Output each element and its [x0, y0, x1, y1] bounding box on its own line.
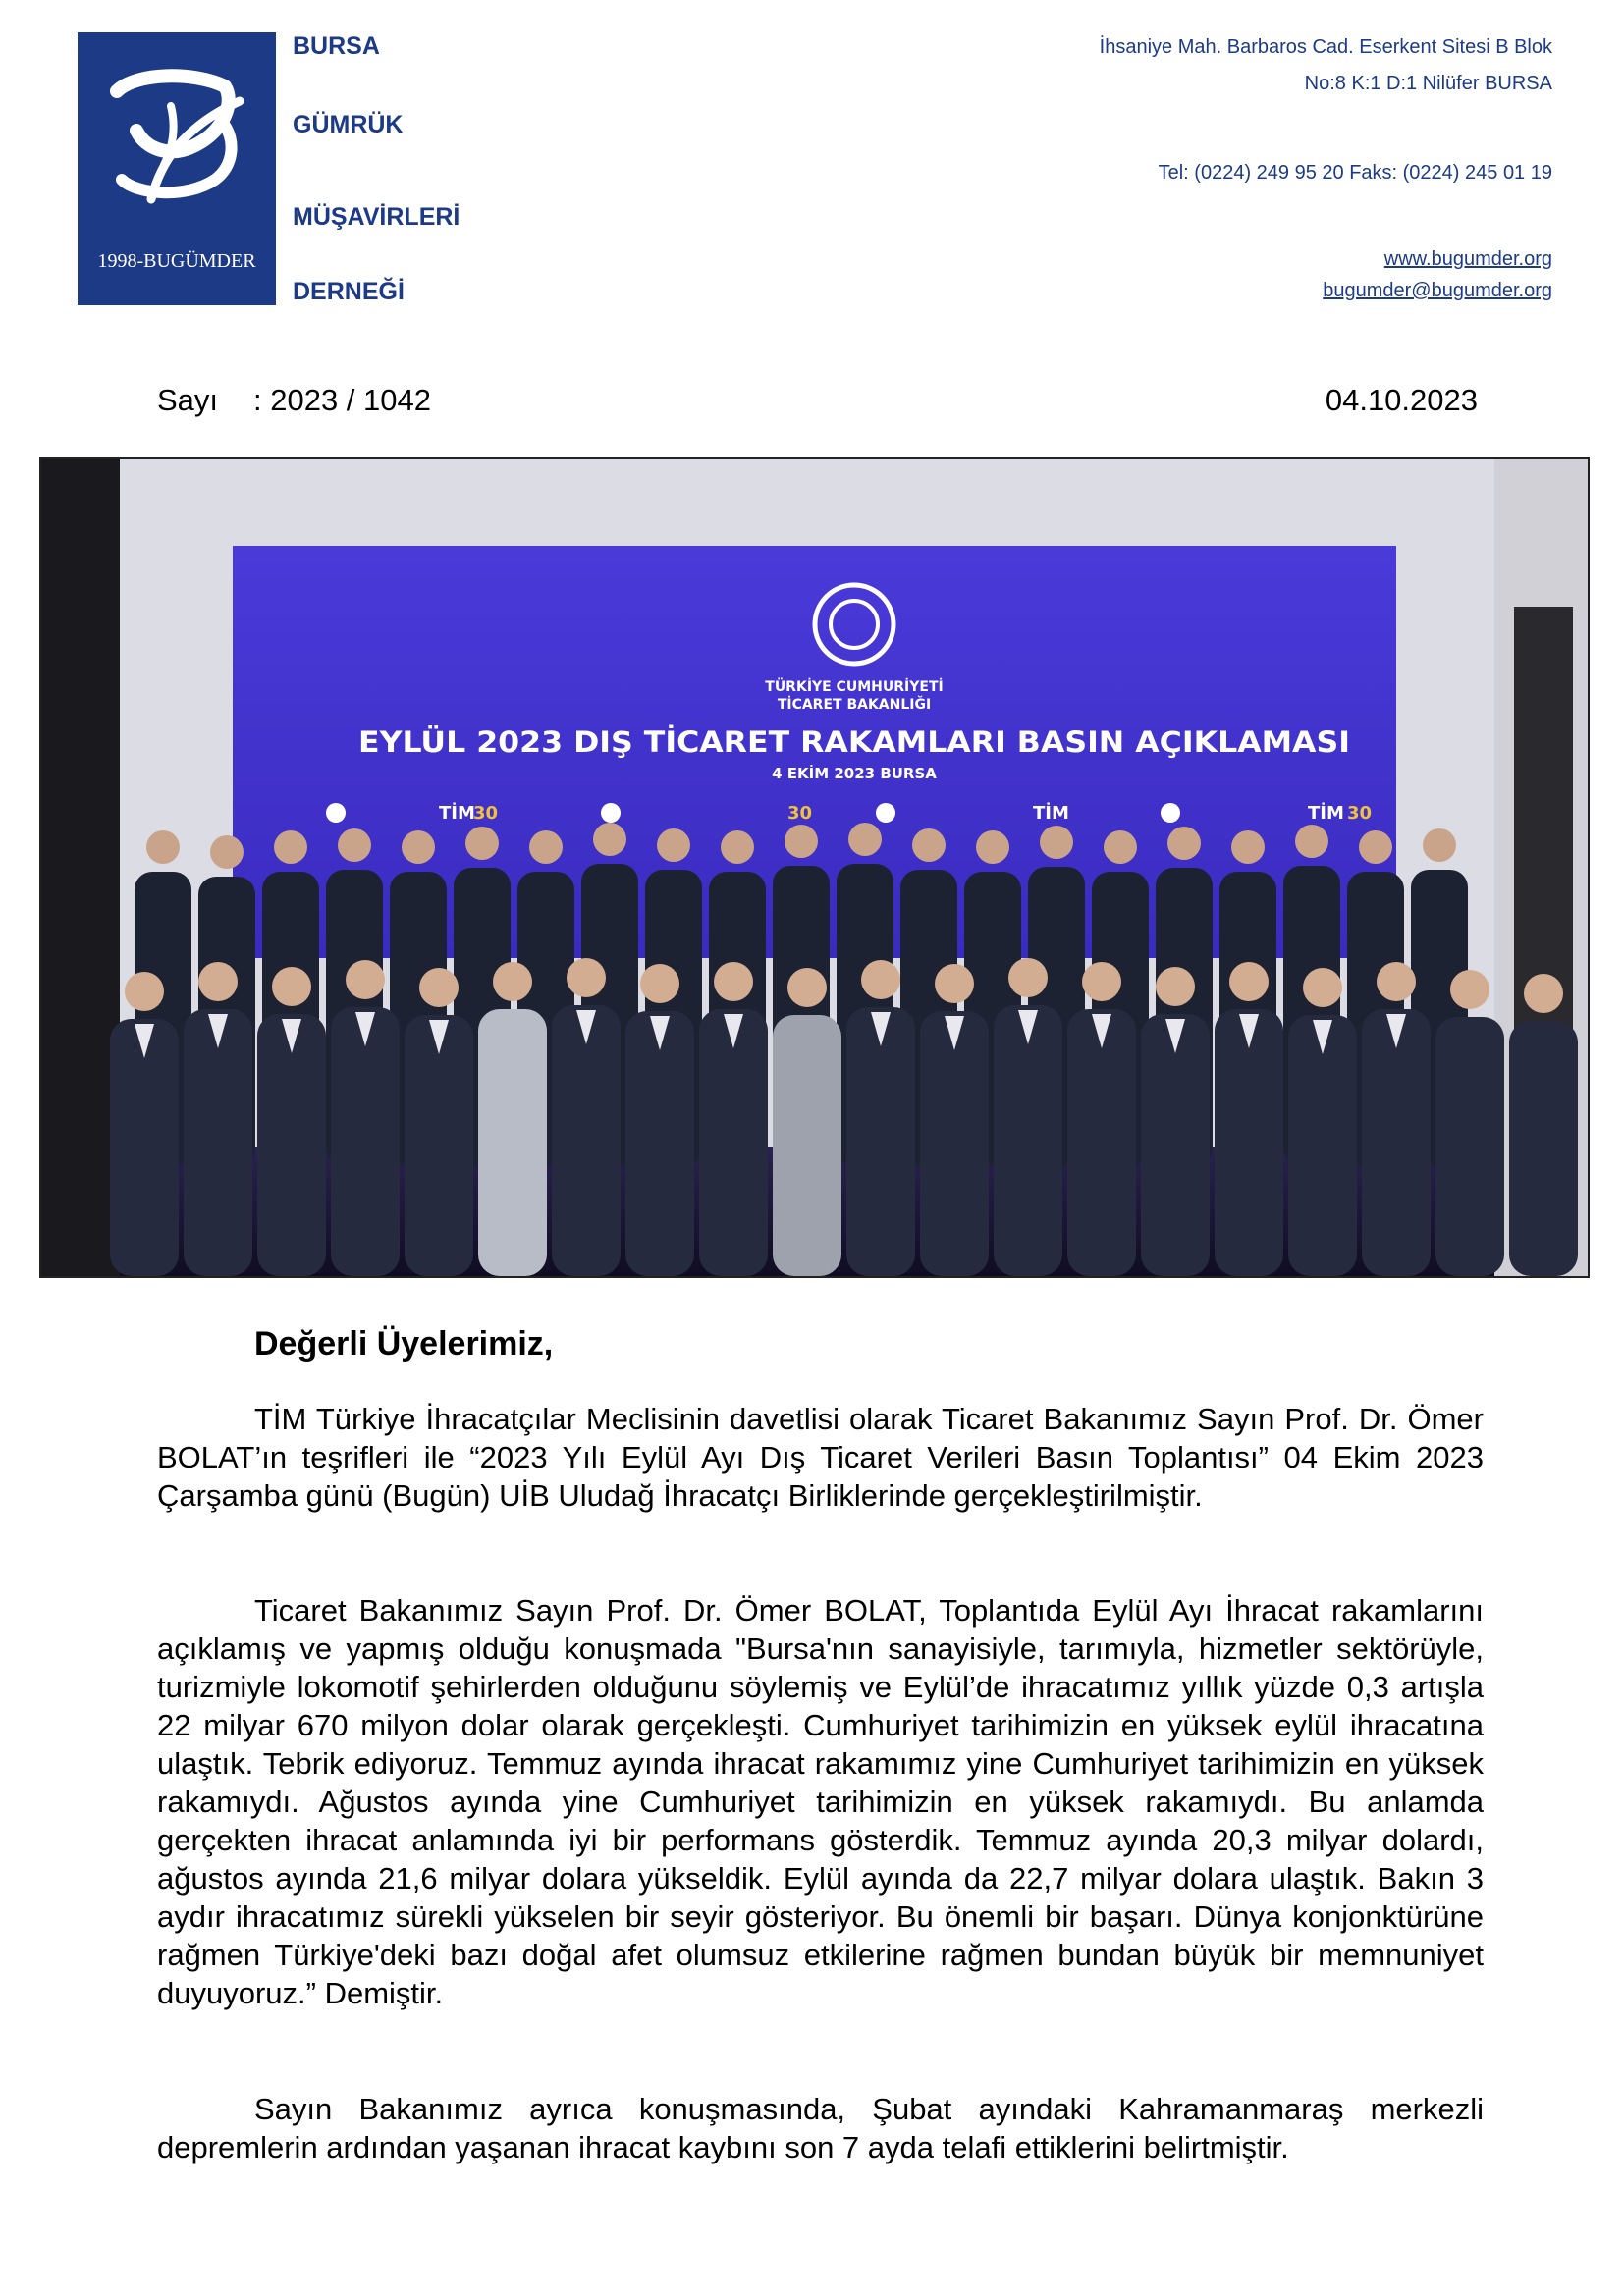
event-group-photo: [39, 457, 1590, 1278]
salutation: Değerli Üyelerimiz,: [254, 1325, 554, 1362]
sponsor-badge: 30: [473, 803, 499, 824]
logo-caption: 1998-BUGÜMDER: [97, 250, 256, 272]
banner-org-line-2: TİCARET BAKANLIĞI: [777, 697, 932, 713]
org-name-line-3: MÜŞAVİRLERİ: [293, 203, 460, 231]
website-link[interactable]: www.bugumder.org: [1383, 248, 1552, 270]
org-name-line-2: GÜMRÜK: [293, 111, 404, 138]
leaf-emblem-icon: [78, 32, 276, 239]
reference-label: Sayı: [157, 383, 219, 417]
svg-text:30: 30: [787, 803, 813, 824]
address-line-1: İhsaniye Mah. Barbaros Cad. Eserkent Sitesi B Blok: [1099, 36, 1552, 58]
email-link[interactable]: bugumder@bugumder.org: [1323, 280, 1552, 301]
paragraph-1: TİM Türkiye İhracatçılar Meclisinin davetlisi olarak Ticaret Bakanımız Sayın Prof. Dr. Ömer BOLAT’ın teşrifleri ile “2023 Yılı Eylül Ayı Dış Ticaret Verileri Basın Toplantısı” 04 Ekim 2023 Çarşamba günü (Bugün) UİB Uludağ İhracatçı Birliklerinde gerçekleştirilmiştir.: [157, 1402, 1484, 1513]
org-name-line-1: BURSA: [293, 32, 380, 60]
banner-title: EYLÜL 2023 DIŞ TİCARET RAKAMLARI BASIN AÇIKLAMASI: [358, 725, 1350, 759]
banner-org-line-1: TÜRKİYE CUMHURİYETİ: [765, 679, 944, 695]
svg-text:TİM: TİM: [1308, 803, 1344, 824]
phone-fax: Tel: (0224) 249 95 20 Faks: (0224) 245 01 19: [1158, 162, 1552, 184]
paragraph-2: Ticaret Bakanımız Sayın Prof. Dr. Ömer BOLAT, Toplantıda Eylül Ayı İhracat rakamlarını açıklamış ve yapmış olduğu konuşmada "Bursa'nın sanayisiyle, tarımıyla, hizmetler sektörüyle, turizmiyle lokomotif şehirlerden olduğunu söylemiş ve Eylül’de ihracatımız yıllık yüzde 0,3 artışla 22 milyar 670 milyon dolar olarak gerçekleşti. Cumhuriyet tarihimizin en yüksek eylül ihracatına ulaştık. Tebrik ediyoruz. Temmuz ayında ihracat rakamımız yine Cumhuriyet tarihimizin en yüksek rakamıydı. Ağustos ayında yine Cumhuriyet tarihimizin en yüksek rakamıydı. Bu anlamda gerçekten ihracat anlamında iyi bir performans gösterdik. Temmuz ayında 20,3 milyar dolardı, ağustos ayında 21,6 milyar dolara yükseldik. Eylül ayında da 22,7 milyar dolara ulaştık. Bakın 3 aydır ihracatımız sürekli yükselen bir seyir gösteriyor. Bu önemli bir başarı. Dünya konjonktürüne rağmen Türkiye'deki bazı doğal afet olumsuz etkilerine rağmen bundan büyük bir memnuniyet duyuyoruz.” Demiştir.: [157, 1593, 1484, 2010]
svg-text:30: 30: [1347, 803, 1373, 824]
sponsor-label: TİM: [439, 803, 475, 824]
svg-text:TİM: TİM: [1033, 803, 1069, 824]
address-line-2: No:8 K:1 D:1 Nilüfer BURSA: [1304, 73, 1552, 94]
document-date: 04.10.2023: [1325, 383, 1478, 417]
reference-number: : 2023 / 1042: [253, 383, 431, 417]
association-logo: [78, 32, 276, 305]
banner-subtitle: 4 EKİM 2023 BURSA: [772, 765, 937, 782]
paragraph-3: Sayın Bakanımız ayrıca konuşmasında, Şubat ayındaki Kahramanmaraş merkezli depremlerin ardından yaşanan ihracat kaybını son 7 ayda telafi ettiklerini belirtmiştir.: [157, 2092, 1484, 2164]
org-name-line-4: DERNEĞİ: [293, 278, 405, 305]
sponsor-logo-icon: [326, 803, 346, 823]
